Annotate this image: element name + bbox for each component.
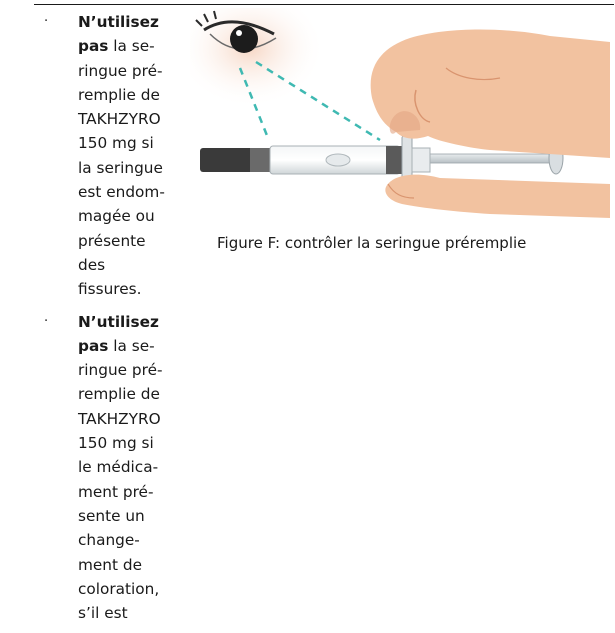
list-item: [44, 10, 184, 302]
figure-caption: Figure F: contrôler la seringue préremplie: [217, 234, 527, 252]
syringe-check-illustration: [190, 8, 610, 228]
hand-illustration: [371, 30, 610, 219]
top-rule: [34, 4, 614, 5]
bullet-text: N’utilisez pas la se- ringue pré- remplie de TAKHZYRO 150 mg si le médica- ment pré- sente un change- ment de coloration, s’il est: [78, 312, 163, 623]
bullet-marker: ·: [44, 313, 49, 329]
list-item: [44, 310, 184, 626]
bold-text: N’utilisez: [78, 13, 159, 31]
bold-text: N’utilisez: [78, 312, 159, 331]
warning-list: [44, 10, 184, 633]
bullet-marker: ·: [44, 14, 49, 29]
syringe: [200, 136, 430, 184]
bold-text: pas: [78, 37, 109, 56]
bold-text: pas: [78, 336, 109, 355]
bullet-text: N’utilisez pas la se- ringue pré- remplie de TAKHZYRO 150 mg si la seringue est endom- magée ou présente des fissures.: [78, 13, 165, 299]
